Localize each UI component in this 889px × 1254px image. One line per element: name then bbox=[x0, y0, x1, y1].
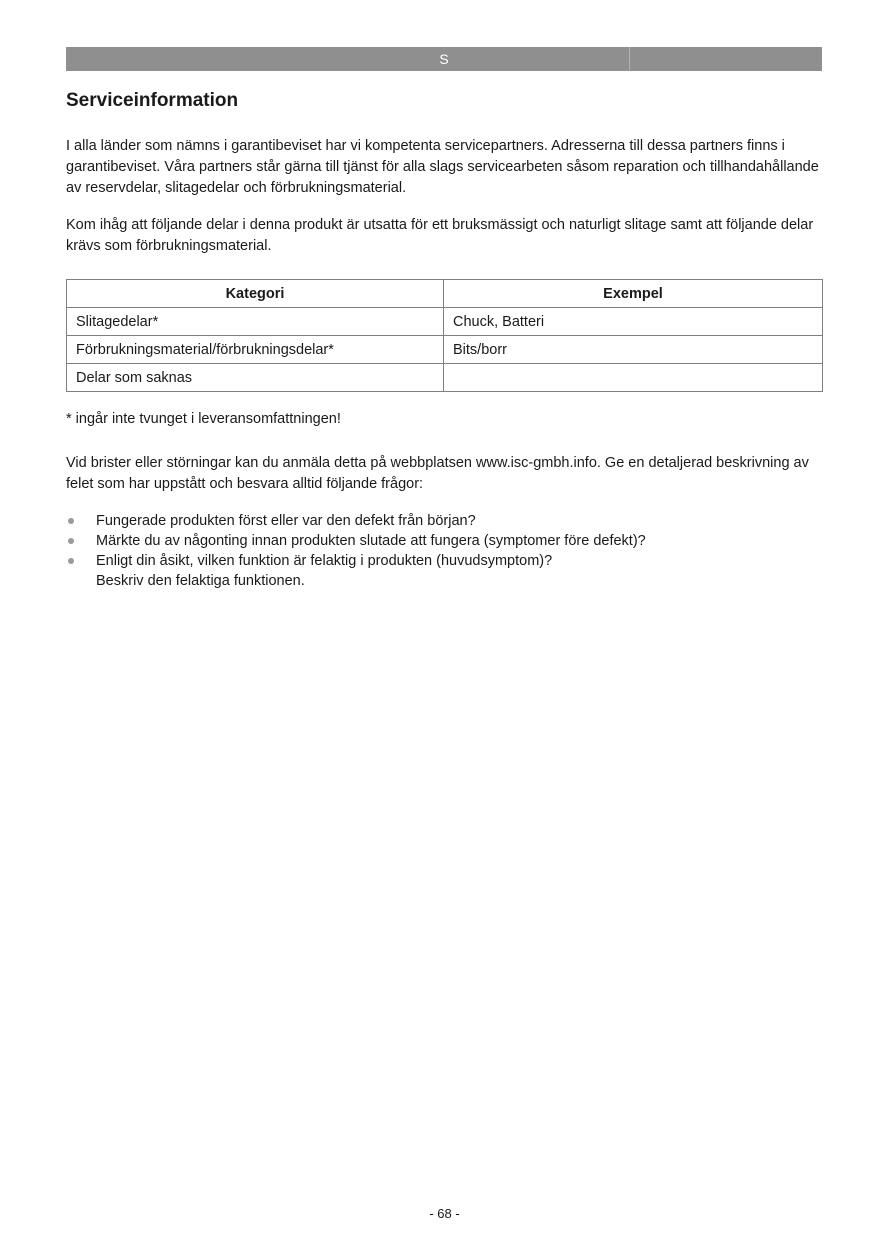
language-code: S bbox=[439, 51, 449, 67]
question-continuation: Beskriv den felaktiga funktionen. bbox=[96, 573, 305, 589]
column-header-category: Kategori bbox=[67, 280, 444, 308]
list-item bbox=[66, 511, 826, 531]
intro-paragraph: I alla länder som nämns i garantibeviset har vi kompetenta servicepartners. Adresserna till dessa partners finns i garantibeviset. Våra partners står gärna till tjänst för alla slags servicearbeten såsom reparation och tillhandahållande av reservdelar, slitagedelar och förbrukningsmaterial. bbox=[66, 138, 819, 196]
page-title: Serviceinformation bbox=[66, 90, 239, 111]
wear-parts-table bbox=[66, 279, 823, 392]
wear-parts-paragraph: Kom ihåg att följande delar i denna produkt är utsatta för ett bruksmässigt och naturligt slitage samt att följande delar krävs som förbrukningsmaterial. bbox=[66, 217, 814, 254]
list-item bbox=[66, 531, 826, 551]
table-cell-example: Chuck, Batteri bbox=[444, 308, 823, 336]
question-list bbox=[66, 511, 826, 591]
defect-report-paragraph: Vid brister eller störningar kan du anmäla detta på webbplatsen www.isc-gmbh.info. Ge en detaljerad beskrivning av felet som har uppstått och besvara alltid följande frågor: bbox=[66, 455, 809, 492]
header-divider bbox=[629, 47, 630, 71]
bullet-icon bbox=[68, 538, 74, 544]
page-number: - 68 - bbox=[429, 1206, 460, 1221]
table-cell-example bbox=[444, 364, 823, 392]
table-cell-category: Delar som saknas bbox=[67, 364, 444, 392]
table-cell-example: Bits/borr bbox=[444, 336, 823, 364]
table-cell-category: Slitagedelar* bbox=[67, 308, 444, 336]
table-footnote: * ingår inte tvunget i leveransomfattningen! bbox=[66, 411, 341, 427]
column-header-example: Exempel bbox=[444, 280, 823, 308]
question-text: Fungerade produkten först eller var den defekt från början? bbox=[96, 513, 476, 529]
list-item bbox=[66, 551, 826, 591]
language-header-bar bbox=[66, 47, 822, 71]
table-cell-category: Förbrukningsmaterial/förbrukningsdelar* bbox=[67, 336, 444, 364]
question-text: Märkte du av någonting innan produkten slutade att fungera (symptomer före defekt)? bbox=[96, 533, 646, 549]
table-row bbox=[67, 364, 823, 392]
question-text: Enligt din åsikt, vilken funktion är felaktig i produkten (huvudsymptom)? bbox=[96, 553, 553, 569]
table-row bbox=[67, 336, 823, 364]
table-header-row bbox=[67, 280, 823, 308]
table-row bbox=[67, 308, 823, 336]
bullet-icon bbox=[68, 558, 74, 564]
bullet-icon bbox=[68, 518, 74, 524]
